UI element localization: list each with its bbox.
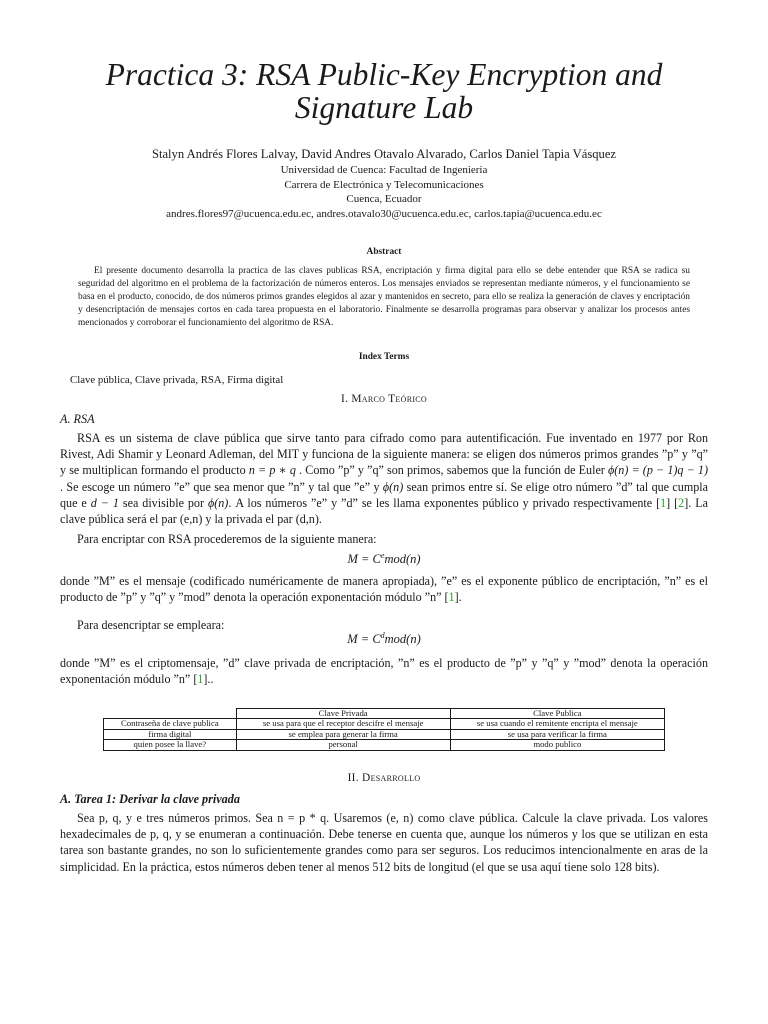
table-row [104,740,665,750]
math-euler-phi: ϕ(n) = (p − 1)q − 1) [607,463,708,478]
section-heading-desarrollo: II. Desarrollo [347,772,421,784]
table-cell: se usa para verificar la firma [450,729,664,739]
equation-decrypt: $M = C^dmod(n)$ [347,631,421,647]
abstract-text: El presente documento desarrolla la practica de las claves publicas RSA, encriptación y firma digital para ello se debe entender que RSA se radica su seguridad del algoritmo en el problema de la factorización de números enteros. Los mensajes enviados se representan mediante números, y el funcionamiento se basa en el producto, conocido, de dos números primos grandes elegidos al azar y mantenidos en secreto, para ello se realiza la generación de claves y encriptación y desencriptación de mensajes cortos en cada tarea propuesta en el laboratorio. Finalmente se desarrolla programas para observar y analizar los procesos antes mencionados y corroborar el funcionamiento del algoritmo de RSA. [78,266,690,328]
author-list: Stalyn Andrés Flores Lalvay, David Andres Otavalo Alvarado, Carlos Daniel Tapia Vásquez [151,147,617,161]
citation-link[interactable]: 2 [678,495,685,510]
table-cell: se usa para que el receptor descifre el mensaje [236,719,450,729]
table-cell: modo publico [450,740,664,750]
paragraph-rsa-intro: RSA es un sistema de clave pública que sirve tanto para cifrado como para autentificación. Fue inventado en 1977 por Ron Rivest, Adi Shamir y Leonard Adleman, del MIT y funciona de la siguiente manera: se eligen dos números primos grandes ”p” y ”q” y se multiplican formando el producto n = p ∗ q . Como ”p” y ”q” son primos, sabemos que la función de Euler ϕ(n) = (p − 1)q − 1) . Se escoge un número ”e” que sea menor que ”n” y tal que ”e” y ϕ(n) sean primos entre sí. Se elige otro número ”d” tal que cumpla que e d − 1 sea divisible por ϕ(n). A los números ”e” y ”d” se les llama exponentes público y privado respectivamente [1] [2]. La clave pública será el par (e,n) y la privada el par (d,n). [60,431,709,527]
paper-title [60,58,708,124]
table-cell: firma digital [104,729,237,739]
affiliation-department: Carrera de Electrónica y Telecomunicaciones [284,178,484,191]
paragraph-encrypt-explanation: donde ”M” es el mensaje (codificado numéricamente de manera apropiada), ”e” es el exponente público de encriptación, ”n” es el producto de ”p” y ”q” y ”mod” denota la operación exponentación módulo ”n” [1]. [60,574,708,605]
author-emails: andres.flores97@ucuenca.edu.ec, andres.otavalo30@ucuenca.edu.ec, carlos.tapia@ucuenca.edu.ec [166,207,602,220]
table-cell: se usa cuando el remitente encripta el mensaje [450,719,664,729]
table-header-cell [104,709,237,719]
table-header-row [104,709,665,719]
table-cell: quien posee la llave? [104,740,237,750]
table-cell: se emplea para generar la firma [236,729,450,739]
title-line-1: Practica 3: RSA Public-Key Encryption and [105,57,663,92]
table-header-cell: Clave Privada [236,709,450,719]
paragraph-tarea-1: Sea p, q, y e tres números primos. Sea n = p * q. Usaremos (e, n) como clave pública. Calcule la clave privada. Los valores hexadecimales de p, q, y se enumeran a continuación. Debe tenerse en cuenta que, aunque los números y los que se utilizan en esta tarea son bastante grandes, no son lo suficientemente grandes como para ser seguros. Los reducimos intencionalmente en aras de la simplicidad. En la práctica, estos números deben tener al menos 512 bits de longitud (el que se usa aquí tiene solo 128 bits). [60,811,708,874]
title-line-2: Signature Lab [294,90,474,125]
index-terms: Clave pública, Clave privada, RSA, Firma digital [70,374,284,386]
math-phi-n: ϕ(n) [382,479,404,494]
math-d-minus-1: d − 1 [90,495,119,510]
citation-link[interactable]: 1 [448,590,455,605]
table-cell: personal [236,740,450,750]
citation-link[interactable]: 1 [660,495,667,510]
key-comparison-table [103,708,665,751]
paragraph-decrypt-explanation: donde ”M” es el criptomensaje, ”d” clave privada de encriptación, ”n” es el producto de ”p” y ”q” y ”mod” denota la operación exponentación módulo ”n” [1].. [60,656,708,687]
paragraph-encrypt-intro: Para encriptar con RSA procederemos de la siguiente manera: [77,532,377,546]
index-terms-heading: Index Terms [358,352,410,362]
math-phi-n-2: ϕ(n) [207,495,229,510]
citation-link[interactable]: 1 [197,672,204,687]
math-n-product: n = p ∗ q [248,463,296,478]
affiliation-university: Universidad de Cuenca: Facultad de Ingeniería [280,164,488,176]
table-row [104,719,665,729]
affiliation-block [60,163,708,221]
abstract-heading: Abstract [366,247,402,257]
table-row [104,729,665,739]
paragraph-decrypt-intro: Para desencriptar se empleara: [77,618,225,632]
subsection-heading-tarea-1: A. Tarea 1: Derivar la clave privada [60,792,240,806]
table-header-cell: Clave Publica [450,709,664,719]
table-cell: Contraseña de clave publica [104,719,237,729]
affiliation-location: Cuenca, Ecuador [346,193,422,205]
section-heading-marco-teorico: I. Marco Teórico [340,393,428,405]
equation-encrypt: $M = C^emod(n)$ [347,551,421,567]
subsection-heading-rsa: A. RSA [60,412,95,426]
